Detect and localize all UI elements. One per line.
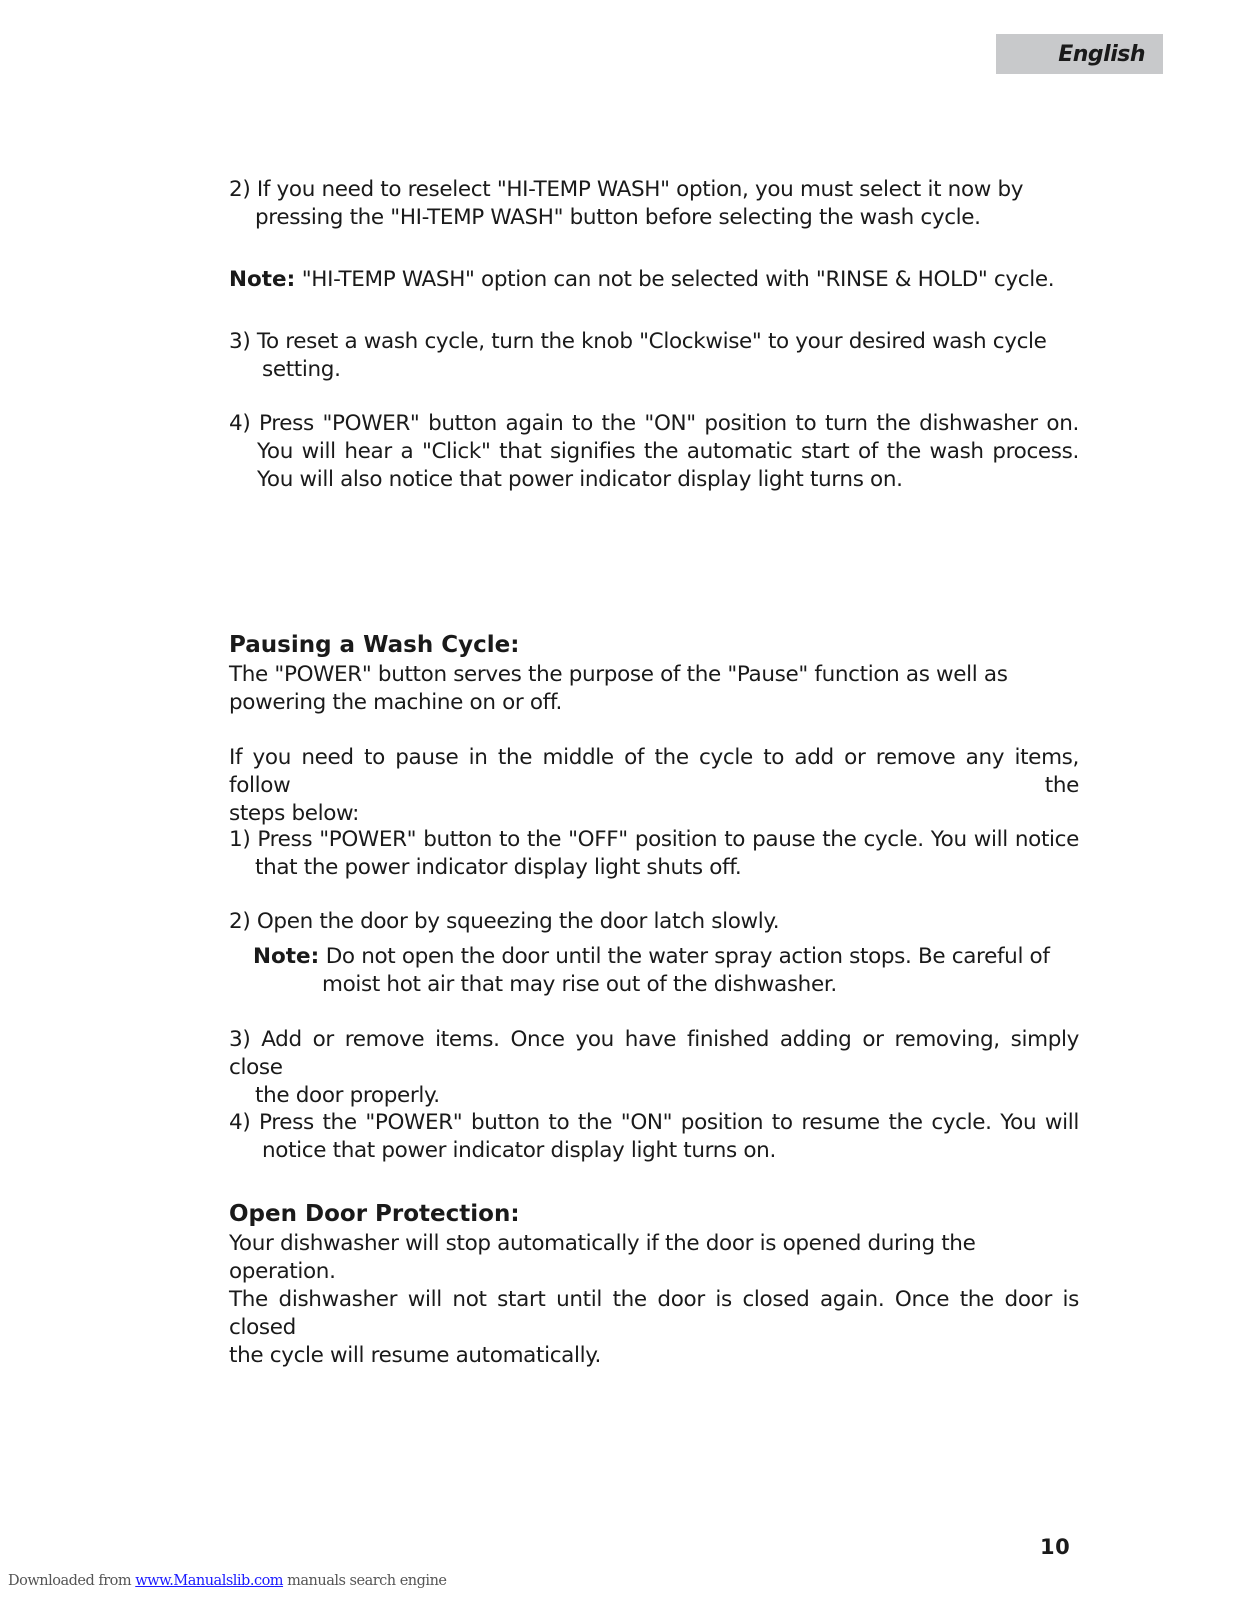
note-text: Do not open the door until the water spray action stops. Be careful of xyxy=(319,944,1050,969)
step-2-hi-temp xyxy=(229,176,1079,232)
footer-prefix: Downloaded from xyxy=(8,1573,136,1589)
pausing-step-4 xyxy=(229,1109,1079,1165)
text-line: powering the machine on or off. xyxy=(229,690,563,715)
pausing-intro xyxy=(229,661,1079,717)
text-line: 3) To reset a wash cycle, turn the knob "Clockwise" to your desired wash cycle xyxy=(229,329,1047,354)
pausing-step-3 xyxy=(229,1026,1079,1110)
step-4-power-on xyxy=(229,410,1079,494)
open-door-paragraph xyxy=(229,1230,1079,1370)
text-line: The "POWER" button serves the purpose of the "Pause" function as well as xyxy=(229,662,1008,687)
text-line: 4) Press the "POWER" button to the "ON" position to resume the cycle. You will xyxy=(229,1110,1079,1135)
page-number: 10 xyxy=(1040,1535,1071,1559)
text-line: If you need to pause in the middle of the cycle to add or remove any items, follow the xyxy=(229,745,1079,798)
text-line: the door properly. xyxy=(255,1083,440,1108)
footer-suffix: manuals search engine xyxy=(283,1573,447,1589)
text-line: moist hot air that may rise out of the dishwasher. xyxy=(322,972,837,997)
text-line: You will hear a "Click" that signifies the automatic start of the wash process. xyxy=(257,439,1079,464)
text-line: pressing the "HI-TEMP WASH" button before selecting the wash cycle. xyxy=(255,205,981,230)
text-line: 1) Press "POWER" button to the "OFF" position to pause the cycle. You will notice xyxy=(229,827,1079,852)
note-hi-temp xyxy=(229,266,1079,294)
pausing-heading: Pausing a Wash Cycle: xyxy=(229,632,520,658)
text-line: 2) If you need to reselect "HI-TEMP WASH" option, you must select it now by xyxy=(229,177,1024,202)
footer xyxy=(8,1573,447,1589)
text-line: You will also notice that power indicator display light turns on. xyxy=(257,467,903,492)
text-line: that the power indicator display light shuts off. xyxy=(255,855,742,880)
note-label: Note: xyxy=(229,267,296,292)
text-line: the cycle will resume automatically. xyxy=(229,1343,602,1368)
text-line: The dishwasher will not start until the door is closed again. Once the door is closed xyxy=(229,1287,1079,1340)
language-tab: English xyxy=(996,34,1163,74)
manualslib-link[interactable]: www.Manualslib.com xyxy=(135,1573,284,1589)
note-label: Note: xyxy=(253,944,320,969)
pausing-step-2 xyxy=(229,908,1079,936)
pausing-paragraph xyxy=(229,744,1079,828)
text-line: Your dishwasher will stop automatically if the door is opened during the operation. xyxy=(229,1231,976,1284)
text-line: notice that power indicator display light turns on. xyxy=(262,1138,776,1163)
open-door-heading: Open Door Protection: xyxy=(229,1201,520,1227)
pausing-note xyxy=(253,943,1079,999)
pausing-step-1 xyxy=(229,826,1079,882)
text-line: 3) Add or remove items. Once you have finished adding or removing, simply close xyxy=(229,1027,1079,1080)
text-line: setting. xyxy=(262,357,341,382)
text-line: 2) Open the door by squeezing the door latch slowly. xyxy=(229,909,780,934)
note-text: "HI-TEMP WASH" option can not be selected with "RINSE & HOLD" cycle. xyxy=(295,267,1055,292)
text-line: 4) Press "POWER" button again to the "ON" position to turn the dishwasher on. xyxy=(229,411,1079,436)
step-3-reset-cycle xyxy=(229,328,1079,384)
text-line: steps below: xyxy=(229,801,359,826)
